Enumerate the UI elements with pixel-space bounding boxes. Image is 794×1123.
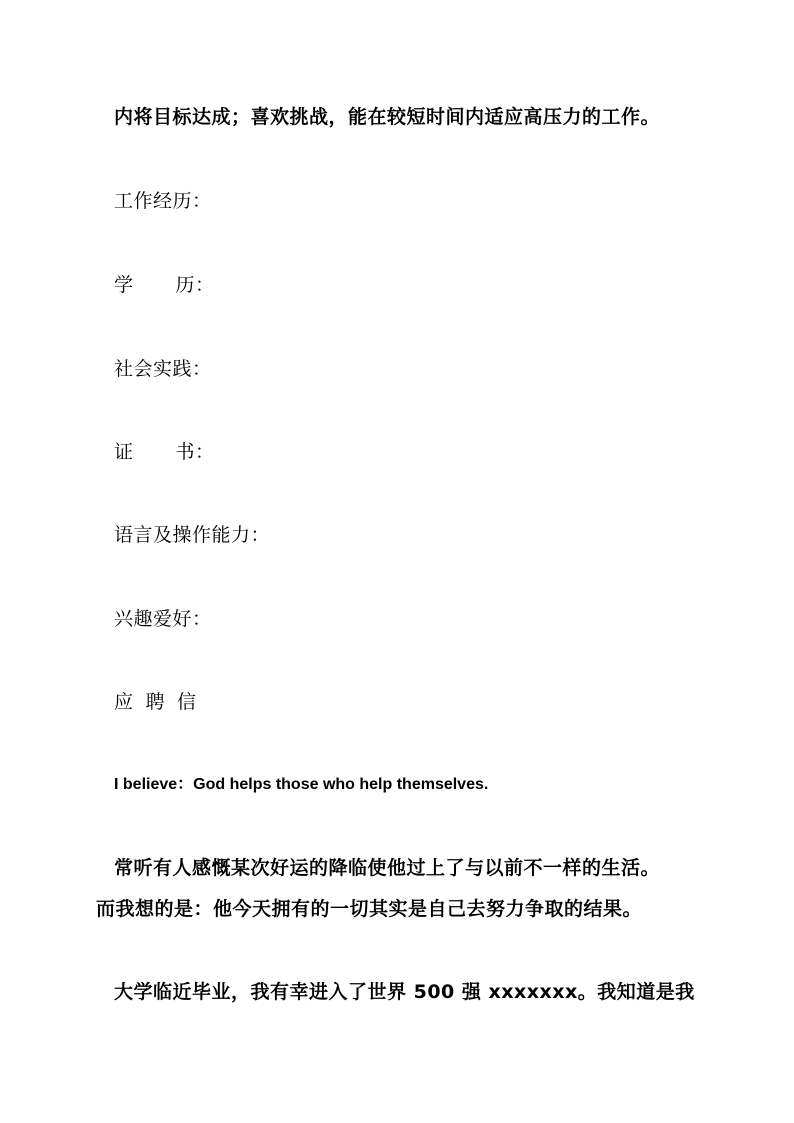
heading-hobbies: 兴趣爱好： <box>114 608 212 630</box>
heading-education-part1: 学 <box>114 274 134 296</box>
heading-language-skills: 语言及操作能力： <box>114 524 271 546</box>
heading-education-part2: 历： <box>175 274 215 296</box>
letter-title-char-3: 信 <box>177 691 197 713</box>
letter-title-char-1: 应 <box>114 691 134 713</box>
heading-education <box>114 272 215 298</box>
heading-certificates-part1: 证 <box>114 441 134 463</box>
paragraph-1-line-1: 常听有人感慨某次好运的降临使他过上了与以前不一样的生活。 <box>114 857 661 879</box>
heading-certificates-part2: 书： <box>175 441 215 463</box>
letter-title-char-2: 聘 <box>145 691 166 713</box>
paragraph-2-line-1: 大学临近毕业，我有幸进入了世界 500 强 xxxxxxx。我知道是我 <box>114 981 695 1003</box>
heading-application-letter <box>114 689 197 715</box>
heading-social-practice: 社会实践： <box>114 358 212 380</box>
heading-certificates <box>114 439 215 465</box>
paragraph-intro-continuation: 内将目标达成；喜欢挑战，能在较短时间内适应高压力的工作。 <box>114 106 661 128</box>
quote-line: I believe：God helps those who help themselves. <box>114 776 489 793</box>
paragraph-1-line-2: 而我想的是：他今天拥有的一切其实是自己去努力争取的结果。 <box>96 898 643 920</box>
heading-work-experience: 工作经历： <box>114 190 212 212</box>
